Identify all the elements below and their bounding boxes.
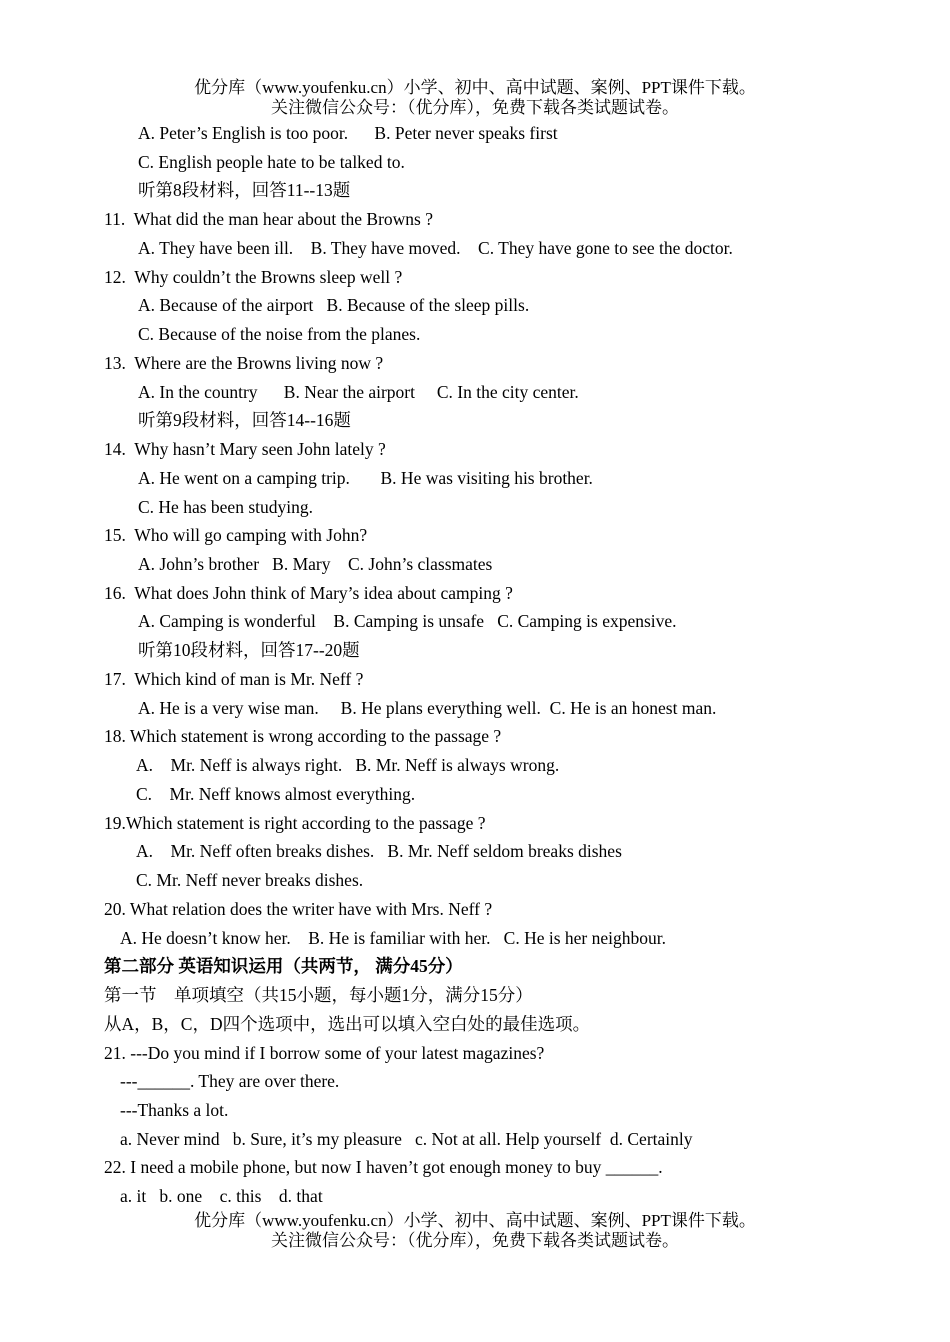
- question-18-option-c: C. Mr. Neff knows almost everything.: [136, 784, 416, 804]
- section-8-instruction: 听第8段材料，回答11--13题: [138, 180, 351, 200]
- section-9-instruction: 听第9段材料，回答14--16题: [138, 410, 351, 430]
- question-21-dialogue-reply: ---______. They are over there.: [120, 1071, 340, 1091]
- question-13-options: A. In the country B. Near the airport C. In the city center.: [138, 382, 579, 402]
- question-13-stem: 13. Where are the Browns living now ?: [104, 353, 384, 373]
- question-18-stem: 18. Which statement is wrong according to the passage ?: [104, 726, 502, 746]
- question-11-options: A. They have been ill. B. They have moved. C. They have gone to see the doctor.: [138, 238, 733, 258]
- page-footer-line1: 优分库（www.youfenku.cn）小学、初中、高中试题、案例、PPT课件下载。: [194, 1211, 756, 1230]
- question-19-option-c: C. Mr. Neff never breaks dishes.: [136, 870, 364, 890]
- question-17-stem: 17. Which kind of man is Mr. Neff ?: [104, 669, 364, 689]
- question-12-stem: 12. Why couldn’t the Browns sleep well ?: [104, 267, 403, 287]
- question-14-stem: 14. Why hasn’t Mary seen John lately ?: [104, 439, 386, 459]
- question-11-stem: 11. What did the man hear about the Browns ?: [104, 209, 434, 229]
- question-12-options-ab: A. Because of the airport B. Because of the sleep pills.: [138, 295, 530, 315]
- section-10-instruction: 听第10段材料，回答17--20题: [138, 640, 360, 660]
- question-22-options: a. it b. one c. this d. that: [120, 1186, 323, 1206]
- question-15-stem: 15. Who will go camping with John?: [104, 525, 368, 545]
- question-16-stem: 16. What does John think of Mary’s idea about camping ?: [104, 583, 513, 603]
- question-17-options: A. He is a very wise man. B. He plans everything well. C. He is an honest man.: [138, 698, 717, 718]
- question-19-options-ab: A. Mr. Neff often breaks dishes. B. Mr. Neff seldom breaks dishes: [136, 841, 622, 861]
- question-14-options-ab: A. He went on a camping trip. B. He was visiting his brother.: [138, 468, 593, 488]
- question-10-option-c: C. English people hate to be talked to.: [138, 152, 405, 172]
- page-footer-line2: 关注微信公众号：（优分库），免费下载各类试题试卷。: [271, 1231, 679, 1250]
- question-10-options-ab: A. Peter’s English is too poor. B. Peter never speaks first: [138, 123, 558, 143]
- section-1-heading: 第一节 单项填空（共15小题，每小题1分，满分15分）: [104, 985, 533, 1005]
- page-header-line1: 优分库（www.youfenku.cn）小学、初中、高中试题、案例、PPT课件下载。: [194, 78, 756, 97]
- question-20-stem: 20. What relation does the writer have with Mrs. Neff ?: [104, 899, 493, 919]
- question-22-stem: 22. I need a mobile phone, but now I haven’t got enough money to buy ______.: [104, 1157, 663, 1177]
- question-20-options: A. He doesn’t know her. B. He is familiar with her. C. He is her neighbour.: [120, 928, 666, 948]
- question-16-options: A. Camping is wonderful B. Camping is unsafe C. Camping is expensive.: [138, 611, 677, 631]
- question-21-stem: 21. ---Do you mind if I borrow some of your latest magazines?: [104, 1043, 545, 1063]
- question-19-stem: 19.Which statement is right according to the passage ?: [104, 813, 486, 833]
- question-14-option-c: C. He has been studying.: [138, 497, 313, 517]
- page-header-line2: 关注微信公众号：（优分库），免费下载各类试题试卷。: [271, 98, 679, 117]
- question-21-dialogue-thanks: ---Thanks a lot.: [120, 1100, 229, 1120]
- section-1-instruction: 从A，B，C，D四个选项中，选出可以填入空白处的最佳选项。: [104, 1014, 591, 1034]
- question-18-options-ab: A. Mr. Neff is always right. B. Mr. Neff is always wrong.: [136, 755, 560, 775]
- question-21-options: a. Never mind b. Sure, it’s my pleasure c. Not at all. Help yourself d. Certainly: [120, 1129, 693, 1149]
- part-2-heading: 第二部分 英语知识运用（共两节， 满分45分）: [104, 956, 463, 976]
- question-12-option-c: C. Because of the noise from the planes.: [138, 324, 421, 344]
- question-15-options: A. John’s brother B. Mary C. John’s classmates: [138, 554, 493, 574]
